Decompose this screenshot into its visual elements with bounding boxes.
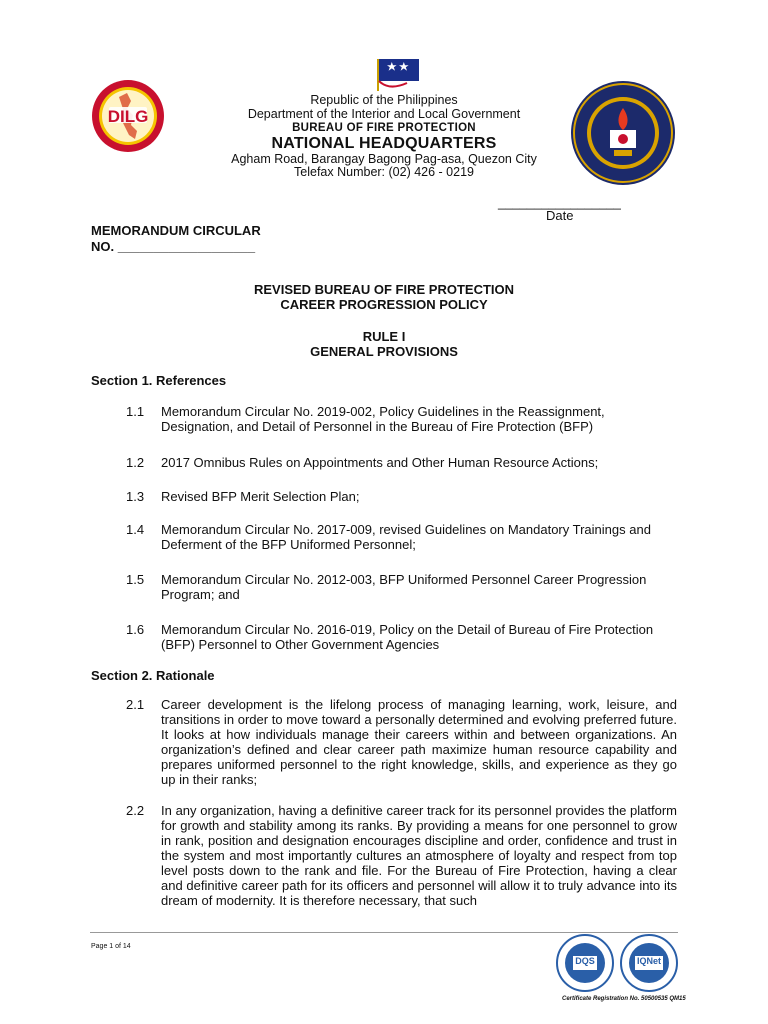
section-2-item-number: 2.1 — [126, 697, 145, 712]
section-1-item-number: 1.4 — [126, 522, 145, 537]
section-1-item-number: 1.3 — [126, 489, 145, 504]
date-line: _________________ — [498, 195, 621, 210]
page-number: Page 1 of 14 — [91, 943, 131, 950]
section-2-item-number: 2.2 — [126, 803, 145, 818]
rule-title: GENERAL PROVISIONS — [310, 344, 458, 359]
section-1-item-text: 2017 Omnibus Rules on Appointments and Other Human Resource Actions; — [161, 455, 599, 470]
header-republic: Republic of the Philippines — [310, 93, 458, 107]
dqs-badge-text: DQS — [575, 956, 595, 966]
dilg-logo-text: DILG — [107, 107, 149, 126]
section-2-heading: Section 2. Rationale — [91, 668, 215, 683]
document-title-line1: REVISED BUREAU OF FIRE PROTECTION — [253, 282, 515, 297]
header-address: Agham Road, Barangay Bagong Pag-asa, Quezon City — [231, 152, 537, 166]
bfp-seal — [570, 80, 676, 186]
header-department: Department of the Interior and Local Government — [247, 107, 521, 121]
footer-divider — [90, 932, 678, 933]
header-telefax: Telefax Number: (02) 426 - 0219 — [294, 165, 474, 179]
header-bureau: BUREAU OF FIRE PROTECTION — [292, 122, 476, 134]
section-1-item-number: 1.1 — [126, 404, 145, 419]
section-1-item-text: Memorandum Circular No. 2012-003, BFP Uniformed Personnel Career Progression Program; and — [161, 572, 647, 602]
certificate-registration: Certificate Registration No. 50500535 QM15 — [562, 996, 686, 1002]
section-1-item-text: Memorandum Circular No. 2017-009, revised Guidelines on Mandatory Trainings and Deferment of the BFP Uniformed Personnel; — [161, 522, 651, 552]
memo-circular-label: MEMORANDUM CIRCULAR — [91, 223, 261, 238]
section-1-heading: Section 1. References — [91, 373, 227, 388]
section-1-item-text: Revised BFP Merit Selection Plan; — [161, 489, 360, 504]
iqnet-badge-text: IQNet — [636, 956, 661, 966]
section-2-item-text: Career development is the lifelong process of managing learning, work, leisure, and transitions in order to move toward a personally determined and evolving preferred future. It looks at how individuals manage their careers within and between organizations. An organization’s defined and clear career path maximize human resource capability and prepares uniformed personnel to the right knowledge, skills, and experience as they go up in their ranks; — [161, 697, 677, 787]
memo-circular-number: NO. ___________________ — [91, 239, 256, 254]
flag-icon — [373, 57, 423, 93]
section-1-item-number: 1.5 — [126, 572, 145, 587]
rule-number: RULE I — [362, 329, 406, 344]
document-title-line2: CAREER PROGRESSION POLICY — [280, 297, 488, 312]
date-label: Date — [546, 208, 574, 223]
section-1-item-text: Memorandum Circular No. 2016-019, Policy on the Detail of Bureau of Fire Protection (BFP) Personnel to Other Government Agencies — [161, 622, 654, 652]
header-national-hq: NATIONAL HEADQUARTERS — [271, 135, 497, 152]
section-1-item-text: Memorandum Circular No. 2019-002, Policy Guidelines in the Reassignment, Designation, and Detail of Personnel in the Bureau of Fire Protection (BFP) — [161, 404, 605, 434]
section-2-item-text: In any organization, having a definitive career track for its personnel provides the platform for growth and stability among its ranks. By providing a means for one personnel to grow in rank, position and designation encourages discipline and order, confidence and trust in the system and most importantly cultures an atmosphere of loyalty and respect from top level posts down to the rank and file. For the Bureau of Fire Protection, having a clear and definitive career path for its officers and personnel will allow it to truly advance into its dream of modernity. It is therefore necessary, that such — [161, 803, 677, 908]
section-1-item-number: 1.2 — [126, 455, 145, 470]
section-1-item-number: 1.6 — [126, 622, 145, 637]
